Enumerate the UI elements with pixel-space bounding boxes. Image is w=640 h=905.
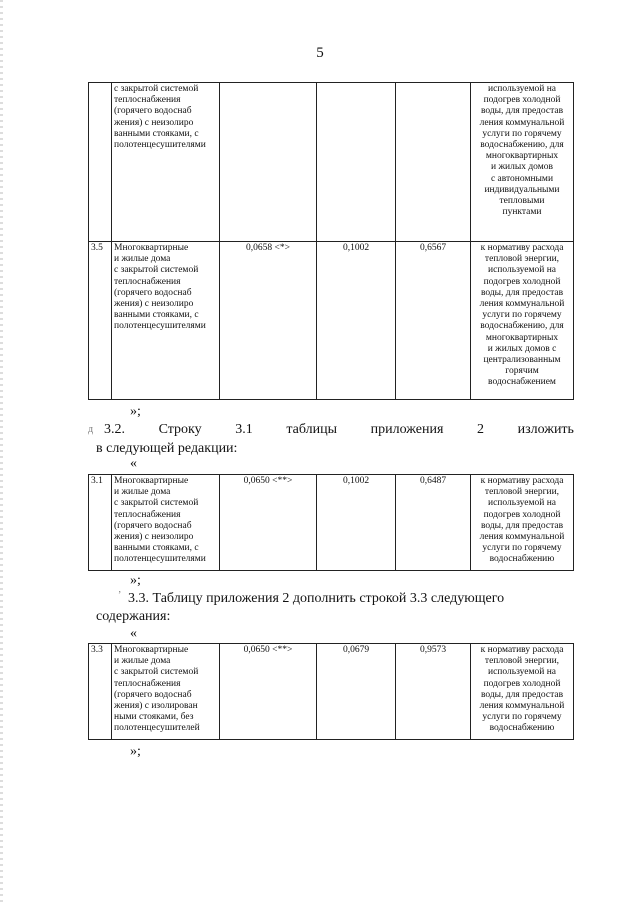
table-1 — [88, 82, 574, 400]
item-3-2-line1 — [104, 421, 574, 439]
table-row — [89, 644, 574, 740]
value-2: 0,1002 — [317, 475, 396, 571]
scan-edge — [0, 0, 3, 905]
opening-quote-3: « — [130, 626, 137, 641]
table-3 — [88, 643, 574, 740]
word: приложения — [370, 422, 444, 437]
building-type: Многоквартирные и жилые дома с закрытой системой теплоснабжения (горячего водоснаб жения) с изолирован ными стояками, без полотенцесушителей — [112, 644, 220, 740]
building-type: Многоквартирные и жилые дома с закрытой системой теплоснабжения (горячего водоснаб жения) с неизолиро ванными стояками, с полотенцесушителями — [112, 475, 220, 571]
building-type: с закрытой системой теплоснабжения (горячего водоснаб жения) с неизолиро ванными стояками, с полотенцесушителями — [112, 83, 220, 242]
value-3: 0,9573 — [396, 644, 471, 740]
word: таблицы — [286, 422, 338, 437]
value-3: 0,6487 — [396, 475, 471, 571]
page-number: 5 — [316, 45, 324, 61]
item-3-3-line1: 3.3. Таблицу приложения 2 дополнить строкой 3.3 следующего — [128, 591, 505, 606]
value-3: 0,6567 — [396, 242, 471, 400]
word: изложить — [517, 422, 574, 437]
closing-quote-1: »; — [130, 404, 141, 419]
margin-mark: ʼ — [118, 590, 122, 601]
value-3 — [396, 83, 471, 242]
word: 3.1 — [235, 422, 253, 437]
word: 2 — [477, 422, 484, 437]
value-1: 0,0650 <**> — [220, 644, 317, 740]
item-3-2-line2: в следующей редакции: — [96, 441, 238, 456]
row-number: 3.5 — [89, 242, 112, 400]
row-number — [89, 83, 112, 242]
value-2: 0,0679 — [317, 644, 396, 740]
word: Строку — [158, 422, 202, 437]
value-1 — [220, 83, 317, 242]
row-note: к нормативу расхода тепловой энергии, используемой на подогрев холодной воды, для предостав ления коммунальной услуги по горячему водоснабжению — [471, 475, 574, 571]
row-number: 3.1 — [89, 475, 112, 571]
value-2 — [317, 83, 396, 242]
row-note: к нормативу расхода тепловой энергии, используемой на подогрев холодной воды, для предостав ления коммунальной услуги по горячему водоснабжению — [471, 644, 574, 740]
closing-quote-3: »; — [130, 744, 141, 759]
word: 3.2. — [104, 422, 125, 437]
value-1: 0,0650 <**> — [220, 475, 317, 571]
building-type: Многоквартирные и жилые дома с закрытой системой теплоснабжения (горячего водоснаб жения) с неизолиро ванными стояками, с полотенцесушителями — [112, 242, 220, 400]
table-2 — [88, 474, 574, 571]
opening-quote-2: « — [130, 456, 137, 471]
margin-mark: д — [88, 424, 94, 435]
row-number: 3.3 — [89, 644, 112, 740]
value-2: 0,1002 — [317, 242, 396, 400]
row-note: к нормативу расхода тепловой энергии, используемой на подогрев холодной воды, для предостав ления коммунальной услуги по горячему водоснабжению, для многоквартирных и жилых домов с централизованным горячим водоснабжением — [471, 242, 574, 400]
row-note: используемой на подогрев холодной воды, для предостав ления коммунальной услуги по горячему водоснабжению, для многоквартирных и жилых домов с автономными индивидуальными тепловыми пунктами — [471, 83, 574, 242]
item-3-3-line2: содержания: — [96, 609, 171, 624]
closing-quote-2: »; — [130, 573, 141, 588]
table-row — [89, 83, 574, 242]
table-row — [89, 475, 574, 571]
value-1: 0,0658 <*> — [220, 242, 317, 400]
table-row — [89, 242, 574, 400]
